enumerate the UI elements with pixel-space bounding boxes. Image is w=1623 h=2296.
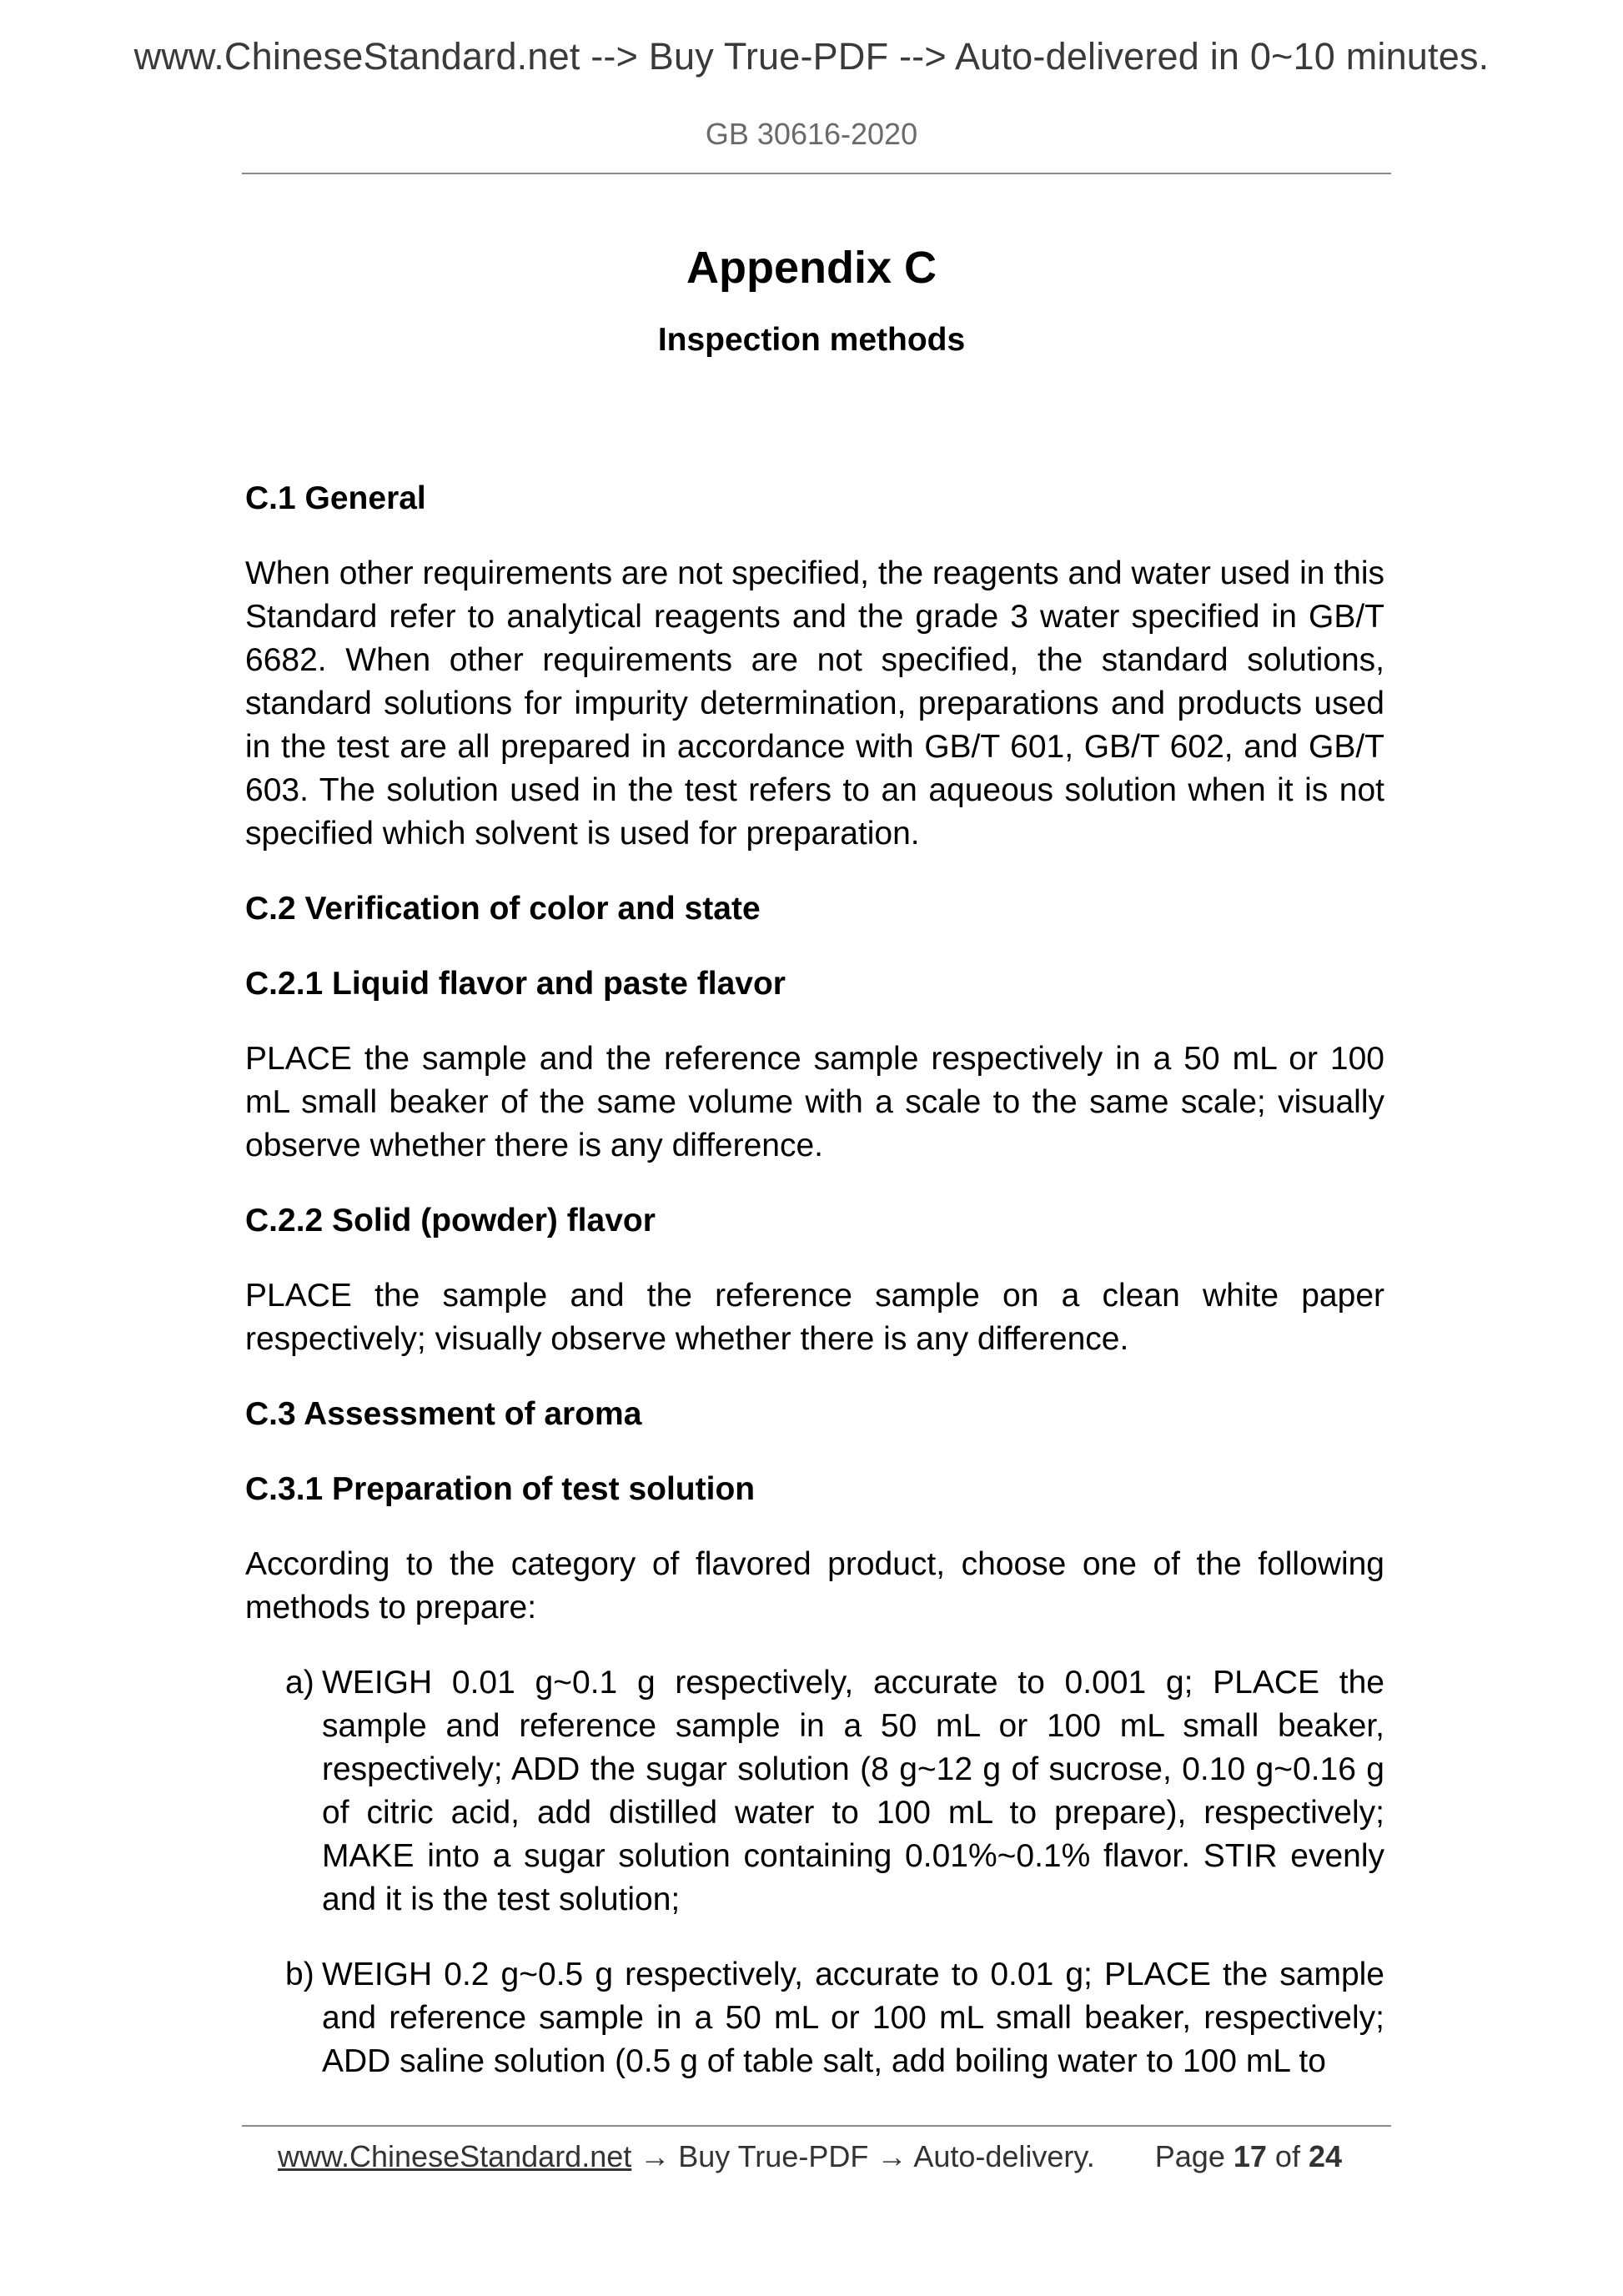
page-of: of xyxy=(1274,2139,1300,2173)
section-c3-heading: C.3 Assessment of aroma xyxy=(245,1396,642,1432)
page-total: 24 xyxy=(1308,2139,1343,2173)
list-item-marker: b) xyxy=(285,1957,314,1992)
section-c1-paragraph: When other requirements are not specified, the reagents and water used in this Standard refer to analytical reagents and the grade 3 water specified in GB/T 6682. When other requirements are not specified, the standard solutions, standard solutions for impurity determination, preparations and products used in the test are all prepared in accordance with GB/T 601, GB/T 602, and GB/T 603. The solution used in the test refers to an aqueous solution when it is not specified which solvent is used for preparation. xyxy=(245,555,1384,852)
section-c2-heading: C.2 Verification of color and state xyxy=(245,891,761,927)
footer-divider xyxy=(242,2125,1391,2127)
header-banner: www.ChineseStandard.net --> Buy True-PDF --> Auto-delivered in 0~10 minutes. xyxy=(133,35,1490,78)
section-c21-heading: C.2.1 Liquid flavor and paste flavor xyxy=(245,966,786,1002)
document-id: GB 30616-2020 xyxy=(705,117,918,151)
list-item-text: WEIGH 0.01 g~0.1 g respectively, accurate to 0.001 g; PLACE the sample and reference sample in a 50 mL or 100 mL small beaker, respectively; ADD the sugar solution (8 g~12 g of sucrose, 0.10 g~0.16 g of citric acid, add distilled water to 100 mL to prepare), respectively; MAKE into a sugar solution containing 0.01%~0.1% flavor. STIR evenly and it is the test solution; xyxy=(322,1665,1384,1917)
section-c31-heading: C.3.1 Preparation of test solution xyxy=(245,1471,756,1507)
appendix-title: Appendix C xyxy=(686,243,937,293)
section-c31-paragraph: According to the category of flavored product, choose one of the following methods to prepare: xyxy=(245,1546,1384,1625)
list-item xyxy=(245,1953,1384,2083)
section-c22-paragraph: PLACE the sample and the reference sample on a clean white paper respectively; visually observe whether there is any difference. xyxy=(245,1278,1384,1357)
appendix-subtitle: Inspection methods xyxy=(657,322,966,358)
page-footer xyxy=(278,2139,1342,2174)
list-item xyxy=(245,1661,1384,1922)
page-label: Page xyxy=(1154,2139,1225,2173)
preparation-methods-list xyxy=(245,1661,1384,2083)
page-current: 17 xyxy=(1233,2139,1267,2173)
section-c21-paragraph: PLACE the sample and the reference sample respectively in a 50 mL or 100 mL small beaker of the same volume with a scale to the same scale; visually observe whether there is any difference. xyxy=(245,1041,1384,1163)
footer-text: → Buy True-PDF → Auto-delivery. xyxy=(631,2139,1095,2173)
section-c1-heading: C.1 General xyxy=(245,480,426,516)
section-c22-heading: C.2.2 Solid (powder) flavor xyxy=(245,1203,656,1238)
list-item-marker: a) xyxy=(285,1665,314,1701)
list-item-text: WEIGH 0.2 g~0.5 g respectively, accurate to 0.01 g; PLACE the sample and reference sample in a 50 mL or 100 mL small beaker, respectively; ADD saline solution (0.5 g of table salt, add boiling water to 100 mL to xyxy=(322,1957,1384,2079)
footer-site-link[interactable]: www.ChineseStandard.net xyxy=(278,2139,632,2173)
document-body xyxy=(245,477,1384,2115)
header-divider xyxy=(242,173,1391,174)
